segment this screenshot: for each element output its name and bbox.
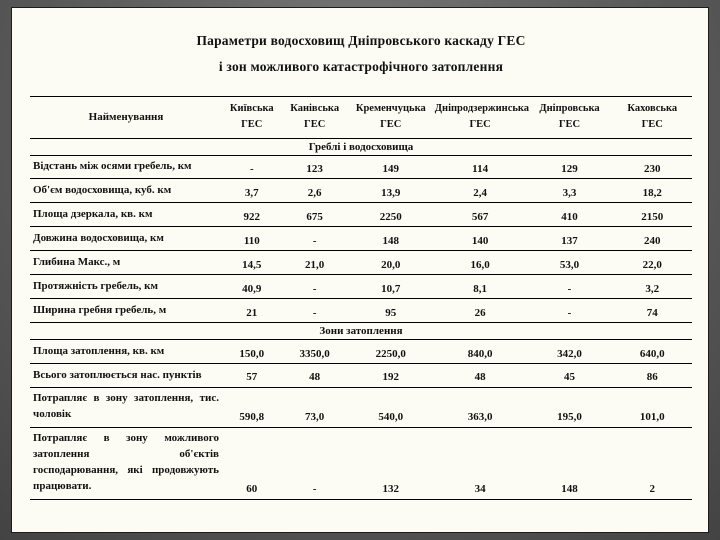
cell-value: 2,4 — [434, 179, 527, 203]
cell-value: 22,0 — [613, 251, 692, 275]
cell-value: 60 — [222, 427, 282, 499]
cell-value: 2 — [613, 427, 692, 499]
table-row — [30, 364, 692, 388]
cell-value: 148 — [526, 427, 612, 499]
header-station-name: Київська — [229, 103, 274, 114]
slide — [11, 7, 709, 533]
table-row — [30, 340, 692, 364]
section-title: Зони затоплення — [30, 323, 692, 340]
cell-value: 123 — [282, 155, 348, 179]
header-column-6 — [613, 97, 692, 139]
cell-value: 840,0 — [434, 340, 527, 364]
header-column-4 — [434, 97, 530, 139]
table-row — [30, 179, 692, 203]
header-station-unit: ГЕС — [558, 119, 581, 131]
cell-value: 3,7 — [222, 179, 282, 203]
cell-value: 230 — [613, 155, 692, 179]
header-station-unit: ГЕС — [469, 119, 491, 131]
header-station-name: Каховська — [627, 103, 678, 114]
row-label: Площа затоплення, кв. км — [30, 340, 222, 364]
cell-value: 53,0 — [526, 251, 612, 275]
cell-value: - — [526, 275, 612, 299]
row-label: Відстань між осями гребель, км — [30, 155, 222, 179]
cell-value: 149 — [348, 155, 434, 179]
cell-value: 13,9 — [348, 179, 434, 203]
cell-value: 26 — [434, 299, 527, 323]
header-column-5 — [526, 97, 612, 139]
header-column-3 — [348, 97, 434, 139]
header-station-unit: ГЕС — [641, 119, 663, 131]
table-row — [30, 299, 692, 323]
cell-value: 137 — [526, 227, 612, 251]
header-station-unit: ГЕС — [241, 119, 263, 131]
cell-value: 140 — [434, 227, 527, 251]
cell-value: 2250 — [348, 203, 434, 227]
cell-value: 8,1 — [434, 275, 527, 299]
section-header-row — [30, 138, 692, 155]
cell-value: 74 — [613, 299, 692, 323]
cell-value: 16,0 — [434, 251, 527, 275]
cell-value: 34 — [434, 427, 527, 499]
table-row — [30, 251, 692, 275]
cell-value: 3350,0 — [282, 340, 348, 364]
cell-value: 48 — [282, 364, 348, 388]
row-label: Потрапляє в зону затоплення, тис. чоловік — [30, 387, 222, 427]
row-label: Протяжність гребель, км — [30, 275, 222, 299]
cell-value: 73,0 — [282, 387, 348, 427]
table-body — [30, 138, 692, 499]
cell-value: 240 — [613, 227, 692, 251]
cell-value: 363,0 — [434, 387, 527, 427]
table-row — [30, 275, 692, 299]
cell-value: 45 — [526, 364, 612, 388]
cell-value: 3,2 — [613, 275, 692, 299]
cell-value: 150,0 — [222, 340, 282, 364]
row-label: Глибина Макс., м — [30, 251, 222, 275]
row-label: Об'єм водосховища, куб. км — [30, 179, 222, 203]
table-row — [30, 227, 692, 251]
cell-value: - — [282, 299, 348, 323]
table-header — [30, 97, 692, 139]
header-station-unit: ГЕС — [380, 119, 402, 131]
table-row — [30, 203, 692, 227]
cell-value: 86 — [613, 364, 692, 388]
cell-value: 40,9 — [222, 275, 282, 299]
cell-value: 410 — [526, 203, 612, 227]
title-line-2: і зон можливого катастрофічного затоплення — [218, 59, 504, 74]
cell-value: 10,7 — [348, 275, 434, 299]
cell-value: 640,0 — [613, 340, 692, 364]
row-label: Площа дзеркала, кв. км — [30, 203, 222, 227]
cell-value: 110 — [222, 227, 282, 251]
cell-value: 922 — [222, 203, 282, 227]
table-row — [30, 427, 692, 499]
cell-value: 2150 — [613, 203, 692, 227]
cell-value: 101,0 — [613, 387, 692, 427]
header-station-unit: ГЕС — [304, 119, 326, 131]
row-label: Ширина гребня гребель, м — [30, 299, 222, 323]
table-row — [30, 387, 692, 427]
cell-value: 590,8 — [222, 387, 282, 427]
cell-value: 2250,0 — [348, 340, 434, 364]
table-row — [30, 155, 692, 179]
cell-value: - — [282, 275, 348, 299]
cell-value: 57 — [222, 364, 282, 388]
cell-value: 2,6 — [282, 179, 348, 203]
cell-value: 342,0 — [526, 340, 612, 364]
cell-value: - — [282, 427, 348, 499]
cell-value: 18,2 — [613, 179, 692, 203]
row-label: Довжина водосховища, км — [30, 227, 222, 251]
reservoir-parameters-table — [30, 96, 692, 500]
slide-title — [30, 28, 692, 80]
title-line-1: Параметри водосховищ Дніпровського каскаду ГЕС — [196, 33, 526, 48]
cell-value: 48 — [434, 364, 527, 388]
cell-value: 95 — [348, 299, 434, 323]
header-name-column: Найменування — [30, 97, 222, 139]
cell-value: - — [222, 155, 282, 179]
cell-value: 132 — [348, 427, 434, 499]
cell-value: 114 — [434, 155, 527, 179]
cell-value: 3,3 — [526, 179, 612, 203]
cell-value: 129 — [526, 155, 612, 179]
cell-value: - — [526, 299, 612, 323]
header-column-2 — [282, 97, 348, 139]
header-row — [30, 97, 692, 139]
header-station-name: Канівська — [290, 103, 340, 114]
header-station-name: Дніпровська — [539, 103, 600, 114]
header-column-1 — [222, 97, 282, 139]
section-header-row — [30, 323, 692, 340]
section-title: Греблі і водосховища — [30, 138, 692, 155]
cell-value: - — [282, 227, 348, 251]
cell-value: 148 — [348, 227, 434, 251]
cell-value: 567 — [434, 203, 527, 227]
cell-value: 675 — [282, 203, 348, 227]
cell-value: 540,0 — [348, 387, 434, 427]
cell-value: 21,0 — [282, 251, 348, 275]
cell-value: 192 — [348, 364, 434, 388]
cell-value: 195,0 — [526, 387, 612, 427]
cell-value: 14,5 — [222, 251, 282, 275]
row-label: Всього затоплюється нас. пунктів — [30, 364, 222, 388]
cell-value: 21 — [222, 299, 282, 323]
cell-value: 20,0 — [348, 251, 434, 275]
row-label: Потрапляє в зону можливого затоплення об'єктів господарювання, які продовжують працювати. — [30, 427, 222, 499]
header-station-name: Дніпродзержинська — [434, 103, 530, 114]
header-station-name: Кременчуцька — [355, 103, 426, 114]
